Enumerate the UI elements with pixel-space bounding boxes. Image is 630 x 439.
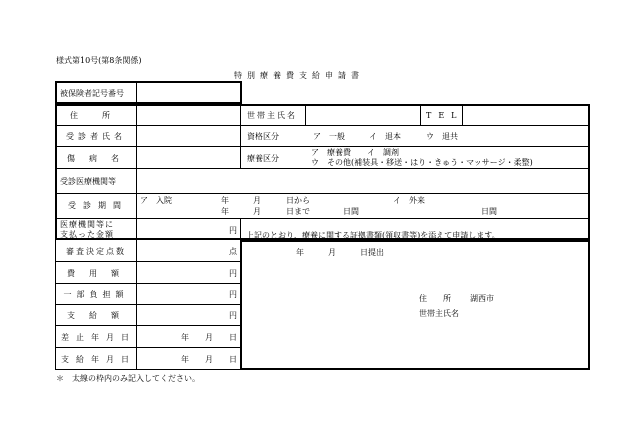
decided-points-label: 審査決定点数	[66, 247, 126, 256]
qualification-option-1: ア 一般	[313, 132, 345, 141]
from-month: 月	[253, 196, 261, 205]
signature-frame	[240, 240, 590, 370]
payment-yen: 円	[229, 311, 237, 320]
insured-number-label: 被保険者記号番号	[60, 89, 124, 98]
paid-label-2: 支払った金額	[60, 230, 114, 239]
to-day: 日まで	[286, 207, 310, 216]
householder-label: 世帯主氏名	[247, 111, 297, 120]
pay-year: 年	[181, 355, 189, 364]
period-label: 受診期間	[68, 201, 128, 210]
diff-year: 年	[181, 333, 189, 342]
householder-signature-label: 世帯主氏名	[419, 309, 459, 318]
treatment-type-label: 療養区分	[247, 154, 279, 163]
application-statement: 上記のとおり、療養に関する証拠書類(領収書等)を添えて申請します。	[246, 231, 500, 240]
qualification-option-2: イ 退本	[369, 132, 401, 141]
treatment-option-2: ウ その他(補装具・移送・はり・きゅう・マッサージ・柔整)	[311, 158, 533, 167]
paid-label-1: 医療機関等に	[60, 220, 114, 229]
payment-label: 支給額	[67, 311, 133, 320]
address-label: 住所	[70, 111, 134, 120]
diff-date-label: 差止年月日	[61, 333, 136, 342]
inpatient-days: 日間	[343, 207, 359, 216]
form-number: 様式第10号(第8条関係)	[56, 56, 142, 65]
to-year: 年	[221, 207, 229, 216]
address-prefix: 住 所	[419, 294, 451, 303]
tel-label: TEL	[426, 111, 464, 120]
expense-label: 費用額	[67, 269, 133, 278]
institution-label: 受診医療機関等	[60, 177, 116, 186]
footnote: ＊ 太線の枠内のみ記入してください。	[56, 374, 200, 383]
pay-date-label: 支給年月日	[61, 355, 136, 364]
from-day: 日から	[286, 196, 310, 205]
city-name: 湖西市	[470, 294, 494, 303]
inpatient-label: ア 入院	[140, 196, 172, 205]
pay-day: 日	[229, 355, 237, 364]
qualification-option-3: ウ 退共	[426, 132, 458, 141]
paid-yen: 円	[229, 226, 237, 235]
outpatient-label: イ 外来	[393, 196, 425, 205]
patient-name-label: 受診者氏名	[66, 132, 126, 141]
points-unit: 点	[229, 247, 237, 256]
diff-month: 月	[205, 333, 213, 342]
copay-label: 一部負担額	[63, 290, 129, 299]
expense-yen: 円	[229, 269, 237, 278]
treatment-option-1: ア 療養費 イ 調剤	[311, 148, 399, 157]
submitted-date: 年 月 日提出	[296, 248, 384, 257]
qualification-label: 資格区分	[247, 132, 279, 141]
diff-day: 日	[229, 333, 237, 342]
copay-yen: 円	[229, 290, 237, 299]
outpatient-days: 日間	[481, 207, 497, 216]
disease-label: 傷病名	[67, 154, 133, 163]
to-month: 月	[253, 207, 261, 216]
form-title: 特別療養費支給申請書	[234, 71, 364, 80]
pay-month: 月	[205, 355, 213, 364]
from-year: 年	[221, 196, 229, 205]
